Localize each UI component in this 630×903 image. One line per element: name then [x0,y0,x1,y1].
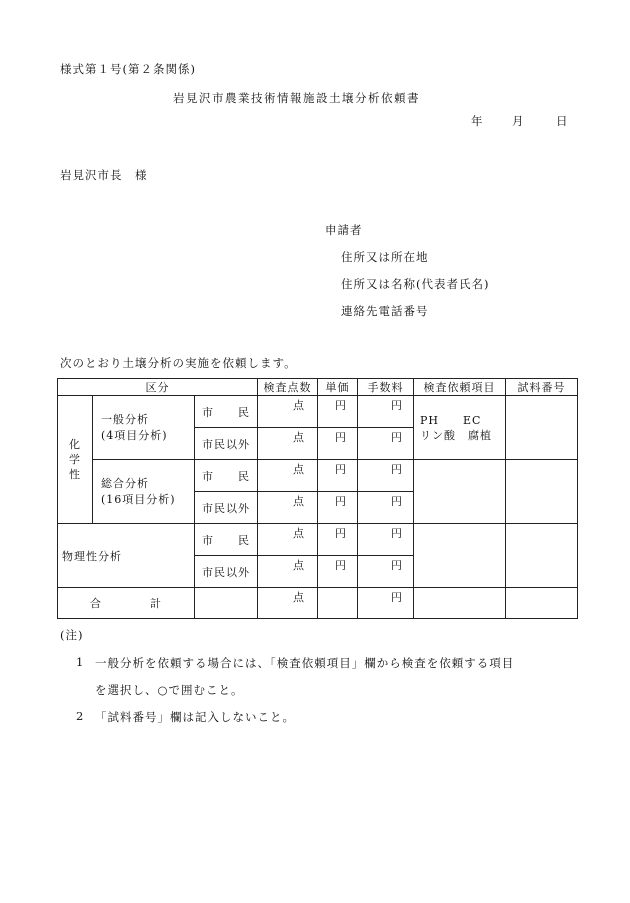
table-row [58,460,578,492]
date-day: 日 [556,114,569,128]
unit-price-cell: 円 [318,556,358,588]
notes-header: (注) [60,628,84,642]
fee-cell[interactable]: 円 [358,460,414,492]
comprehensive-analysis-name: 総合分析 [101,476,149,490]
fee-cell[interactable]: 円 [358,524,414,556]
unit-price-cell: 円 [318,460,358,492]
applicant-label: 申請者 [325,223,363,237]
note-2-text: 「試料番号」欄は記入しないこと。 [95,710,295,724]
inspection-items-cell [414,460,506,524]
total-unit-price-cell [318,588,358,619]
comprehensive-analysis-label [93,460,195,524]
analysis-request-table [57,378,578,619]
header-sample-no: 試料番号 [506,379,578,396]
note-2-number: 2 [76,709,85,723]
citizen-label: 市 民 [195,524,258,556]
comprehensive-analysis-note: (16項目分析) [101,492,176,506]
table-header-row [58,379,578,396]
chemical-label [58,396,93,524]
header-fee: 手数料 [358,379,414,396]
chemical-char-2: 学 [69,453,81,466]
total-points-cell[interactable]: 点 [258,588,318,619]
total-fee-cell[interactable]: 円 [358,588,414,619]
points-cell[interactable]: 点 [258,428,318,460]
chemical-char-1: 化 [69,438,81,451]
items-line-1: PH EC [420,413,482,427]
note-1-line-2: を選択し、○で囲むこと。 [95,683,244,697]
general-analysis-name: 一般分析 [101,412,149,426]
total-blank-cell [195,588,258,619]
header-points: 検査点数 [258,379,318,396]
points-cell[interactable]: 点 [258,460,318,492]
non-citizen-label: 市民以外 [195,556,258,588]
points-cell[interactable]: 点 [258,524,318,556]
applicant-phone-label: 連絡先電話番号 [341,304,429,318]
form-title: 岩見沢市農業技術情報施設土壌分析依頼書 [173,91,420,105]
non-citizen-label: 市民以外 [195,492,258,524]
citizen-label: 市 民 [195,396,258,428]
sample-number-cell [506,396,578,460]
table-row [58,396,578,428]
sample-number-cell [506,460,578,524]
fee-cell[interactable]: 円 [358,396,414,428]
points-cell[interactable]: 点 [258,396,318,428]
applicant-address-label: 住所又は所在地 [341,250,429,264]
total-label: 合 計 [58,588,195,619]
total-row [58,588,578,619]
fee-cell[interactable]: 円 [358,556,414,588]
intro-text: 次のとおり土壌分析の実施を依頼します。 [60,356,297,370]
citizen-label: 市 民 [195,460,258,492]
sample-number-cell [506,524,578,588]
unit-price-cell: 円 [318,396,358,428]
total-sample-cell [506,588,578,619]
total-items-cell [414,588,506,619]
applicant-name-label: 住所又は名称(代表者氏名) [341,277,490,291]
form-number: 様式第１号(第２条関係) [60,62,196,76]
header-items: 検査依頼項目 [414,379,506,396]
date-year: 年 [471,114,484,128]
inspection-items-cell[interactable] [414,396,506,460]
addressee: 岩見沢市長 様 [60,168,148,182]
table-row [58,524,578,556]
general-analysis-note: (4項目分析) [101,428,168,442]
items-line-2: リン酸 腐植 [420,428,493,442]
note-1-number: 1 [76,655,85,669]
inspection-items-cell [414,524,506,588]
points-cell[interactable]: 点 [258,556,318,588]
fee-cell[interactable]: 円 [358,492,414,524]
chemical-char-3: 性 [69,468,81,481]
unit-price-cell: 円 [318,524,358,556]
unit-price-cell: 円 [318,428,358,460]
unit-price-cell: 円 [318,492,358,524]
points-cell[interactable]: 点 [258,492,318,524]
note-1-line-1: 一般分析を依頼する場合には、「検査依頼項目」欄から検査を依頼する項目 [95,656,515,670]
fee-cell[interactable]: 円 [358,428,414,460]
general-analysis-label [93,396,195,460]
header-unit-price: 単価 [318,379,358,396]
non-citizen-label: 市民以外 [195,428,258,460]
physical-analysis-label: 物理性分析 [58,524,195,588]
header-category: 区分 [58,379,258,396]
date-month: 月 [512,114,525,128]
